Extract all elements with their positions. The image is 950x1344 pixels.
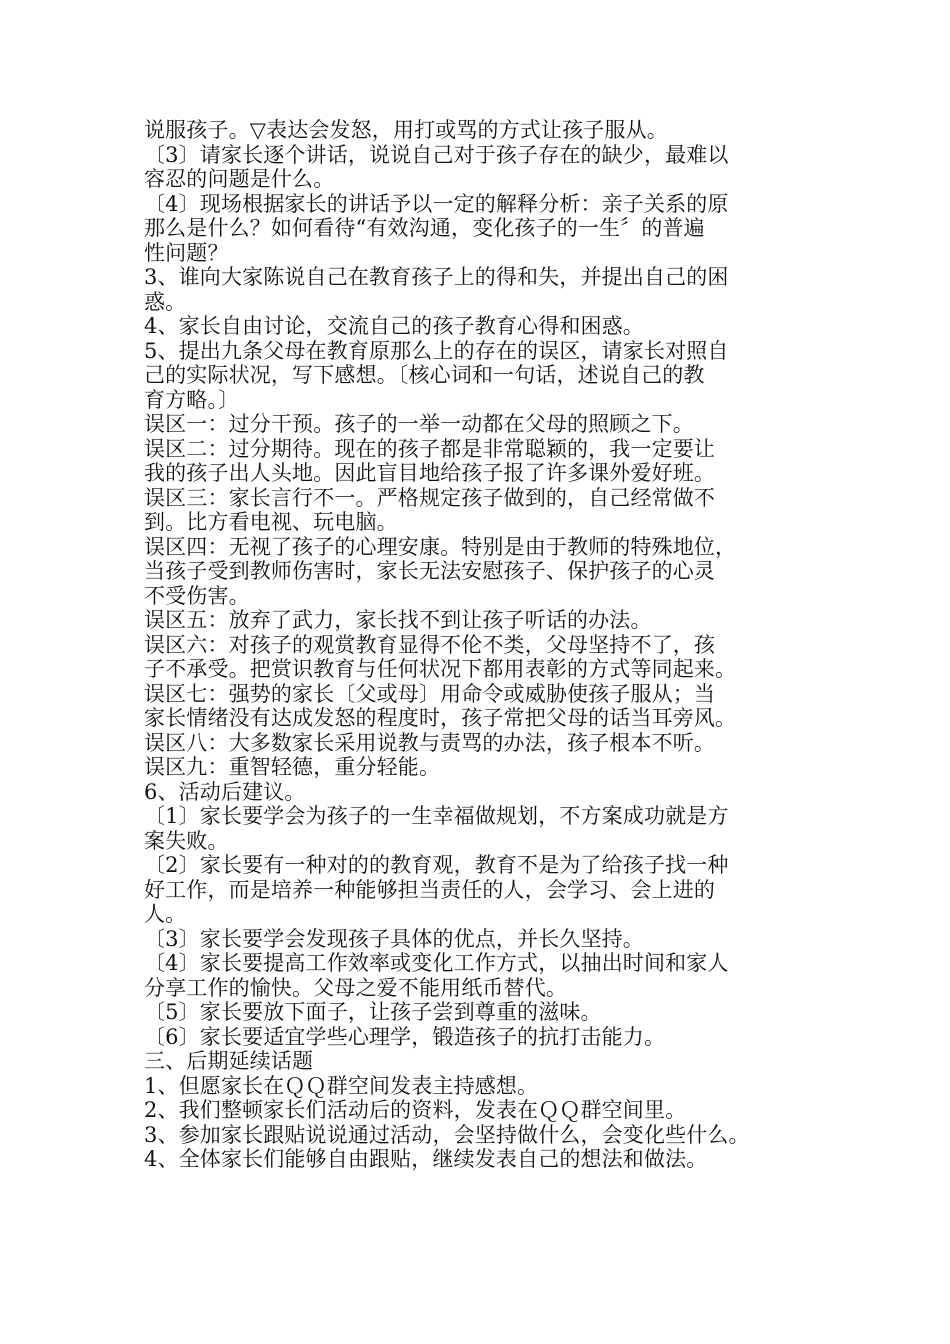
text-line: 好工作，而是培养一种能够担当责任的人，会学习、会上进的 xyxy=(144,877,716,902)
text-line: 误区九：重智轻德，重分轻能。 xyxy=(144,755,441,779)
text-line: 〔4〕家长要提高工作效率或变化工作方式，以抽出时间和家人 xyxy=(144,951,729,975)
text-line: 分享工作的愉快。父母之爱不能用纸币替代。 xyxy=(144,975,567,1000)
text-line: 〔3〕家长要学会发现孩子具体的优点，并长久坚持。 xyxy=(144,926,644,951)
text-line: 性问题？ xyxy=(144,240,229,265)
text-line: 家长情绪没有达成发怒的程度时，孩子常把父母的话当耳旁风。 xyxy=(144,706,737,730)
text-line: 〔4〕现场根据家长的讲话予以一定的解释分析：亲子关系的原 xyxy=(144,191,729,216)
text-line: 当孩子受到教师伤害时，家长无法安慰孩子、保护孩子的心灵 xyxy=(144,559,716,583)
text-line: 4、家长自由讨论，交流自己的孩子教育心得和困惑。 xyxy=(144,314,644,338)
text-line: 误区一：过分干预。孩子的一举一动都在父母的照顾之下。 xyxy=(144,412,694,436)
text-line: 说服孩子。▽表达会发怒，用打或骂的方式让孩子服从。 xyxy=(144,118,668,142)
text-line: 4、全体家长们能够自由跟贴，继续发表自己的想法和做法。 xyxy=(144,1147,708,1171)
text-line: 误区四：无视了孩子的心理安康。特别是由于教师的特殊地位， xyxy=(144,534,737,559)
text-line: 〔2〕家长要有一种对的的教育观，教育不是为了给孩子找一种 xyxy=(144,853,729,877)
text-line: 三、后期延续话题 xyxy=(144,1049,314,1073)
text-line: 误区六：对孩子的观赏教育显得不伦不类，父母坚持不了，孩 xyxy=(144,632,716,657)
document-body xyxy=(144,118,816,1172)
text-line: 子不承受。把赏识教育与任何状况下都用表彰的方式等同起来。 xyxy=(144,657,737,681)
text-line: 案失败。 xyxy=(144,828,229,853)
text-line: 〔3〕请家长逐个讲话，说说自己对于孩子存在的缺少，最难以 xyxy=(144,142,729,167)
text-line: 3、参加家长跟贴说说通过活动，会坚持做什么，会变化些什么。 xyxy=(144,1122,750,1147)
text-line: 人。 xyxy=(144,902,187,926)
text-line: 误区七：强势的家长〔父或母〕用命令或威胁使孩子服从；当 xyxy=(144,681,716,706)
text-line: 〔5〕家长要放下面子，让孩子尝到尊重的滋味。 xyxy=(144,1000,602,1024)
text-line: 那么是什么？如何看待“有效沟通，变化孩子的一生〞的普遍 xyxy=(144,216,705,240)
text-line: 误区二：过分期待。现在的孩子都是非常聪颖的，我一定要让 xyxy=(144,436,716,461)
text-line: 1、但愿家长在ＱＱ群空间发表主持感想。 xyxy=(144,1073,539,1098)
text-line: 误区八：大多数家长采用说教与责骂的办法，孩子根本不听。 xyxy=(144,730,716,755)
text-line: 6、活动后建议。 xyxy=(144,779,306,804)
text-line: 误区三：家长言行不一。严格规定孩子做到的，自己经常做不 xyxy=(144,485,716,510)
text-line: 2、我们整顿家长们活动后的资料，发表在ＱＱ群空间里。 xyxy=(144,1098,687,1122)
text-line: 误区五：放弃了武力，家长找不到让孩子听话的办法。 xyxy=(144,608,652,632)
text-line: 己的实际状况，写下感想。〔核心词和一句话，述说自己的教 xyxy=(144,363,705,387)
text-line: 3、谁向大家陈说自己在教育孩子上的得和失，并提出自己的困 xyxy=(144,265,729,289)
text-line: 不受伤害。 xyxy=(144,583,250,608)
text-line: 惑。 xyxy=(144,289,187,314)
text-line: 容忍的问题是什么。 xyxy=(144,167,335,191)
text-line: 育方略。〕 xyxy=(144,387,240,412)
text-line: 5、提出九条父母在教育原那么上的存在的误区，请家长对照自 xyxy=(144,338,729,363)
text-line: 我的孩子出人头地。因此盲目地给孩子报了许多课外爱好班。 xyxy=(144,461,716,485)
text-line: 〔1〕家长要学会为孩子的一生幸福做规划，不方案成功就是方 xyxy=(144,804,729,828)
text-line: 〔6〕家长要适宜学些心理学，锻造孩子的抗打击能力。 xyxy=(144,1024,666,1049)
text-line: 到。比方看电视、玩电脑。 xyxy=(144,510,398,534)
